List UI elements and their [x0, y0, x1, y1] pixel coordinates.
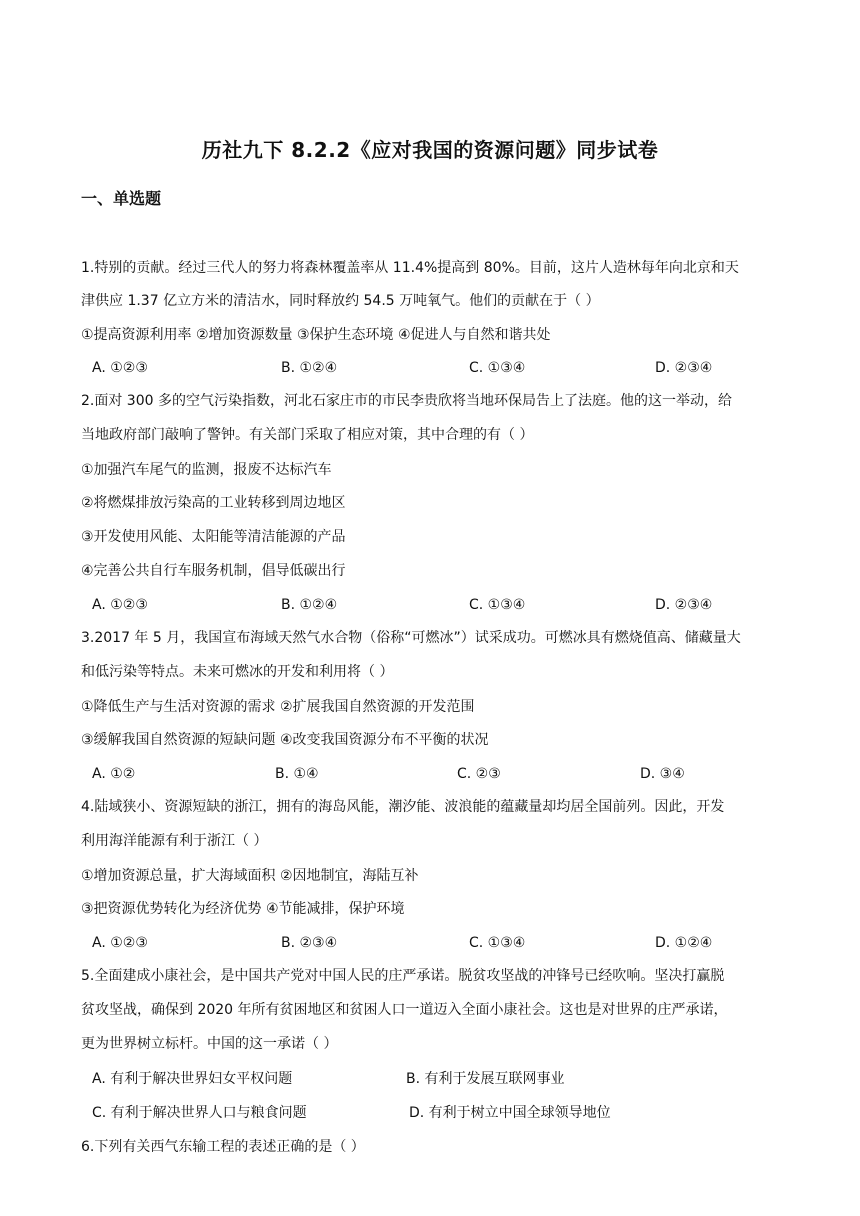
- q2-item-4: ④完善公共自行车服务机制，倡导低碳出行: [81, 563, 346, 579]
- q5-stem-line-3: 更为世界树立标杆。中国的这一承诺（ ）: [81, 1036, 338, 1052]
- q6-stem-line-1: 6.下列有关西气东输工程的表述正确的是（ ）: [81, 1139, 365, 1155]
- q2-item-3: ③开发使用风能、太阳能等清洁能源的产品: [81, 529, 346, 545]
- q1-option-b[interactable]: B. ①②④: [281, 360, 338, 376]
- q1-option-c[interactable]: C. ①③④: [469, 360, 526, 376]
- page-title: 历社九下 8.2.2《应对我国的资源问题》同步试卷: [201, 138, 659, 162]
- q1-stem-line-1: 1.特别的贡献。经过三代人的努力将森林覆盖率从 11.4%提高到 80%。目前，这片人造林每年向北京和天: [81, 260, 739, 276]
- q1-items: ①提高资源利用率 ②增加资源数量 ③保护生态环境 ④促进人与自然和谐共处: [81, 327, 551, 343]
- q2-stem-line-2: 当地政府部门敲响了警钟。有关部门采取了相应对策，其中合理的有（ ）: [81, 427, 534, 443]
- q4-items-line-2: ③把资源优势转化为经济优势 ④节能减排，保护环境: [81, 901, 405, 917]
- q1-option-d[interactable]: D. ②③④: [655, 360, 713, 376]
- q2-option-b[interactable]: B. ①②④: [281, 597, 338, 613]
- q4-items-line-1: ①增加资源总量，扩大海域面积 ②因地制宜，海陆互补: [81, 868, 419, 884]
- q5-option-b[interactable]: B. 有利于发展互联网事业: [406, 1071, 565, 1087]
- q4-option-d[interactable]: D. ①②④: [655, 935, 713, 951]
- q2-item-2: ②将燃煤排放污染高的工业转移到周边地区: [81, 495, 346, 511]
- q4-option-c[interactable]: C. ①③④: [469, 935, 526, 951]
- q1-stem-line-2: 津供应 1.37 亿立方米的清洁水，同时释放约 54.5 万吨氧气。他们的贡献在于（ ）: [81, 293, 600, 309]
- section-heading: 一、单选题: [81, 189, 162, 208]
- q2-stem-line-1: 2.面对 300 多的空气污染指数，河北石家庄市的市民李贵欣将当地环保局告上了法庭。他的这一举动，给: [81, 393, 732, 409]
- q2-option-c[interactable]: C. ①③④: [469, 597, 526, 613]
- q2-option-d[interactable]: D. ②③④: [655, 597, 713, 613]
- q5-stem-line-1: 5.全面建成小康社会，是中国共产党对中国人民的庄严承诺。脱贫攻坚战的冲锋号已经吹响。坚决打赢脱: [81, 968, 725, 984]
- q3-option-b[interactable]: B. ①④: [275, 766, 319, 782]
- q5-option-d[interactable]: D. 有利于树立中国全球领导地位: [409, 1105, 611, 1121]
- q4-stem-line-2: 利用海洋能源有利于浙江（ ）: [81, 833, 268, 849]
- q5-option-a[interactable]: A. 有利于解决世界妇女平权问题: [92, 1071, 293, 1087]
- q3-items-line-2: ③缓解我国自然资源的短缺问题 ④改变我国资源分布不平衡的状况: [81, 732, 489, 748]
- q4-stem-line-1: 4.陆域狭小、资源短缺的浙江，拥有的海岛风能，潮汐能、波浪能的蕴藏量却均居全国前列。因此，开发: [81, 799, 725, 815]
- q4-option-b[interactable]: B. ②③④: [281, 935, 338, 951]
- q3-option-d[interactable]: D. ③④: [640, 766, 685, 782]
- q3-option-a[interactable]: A. ①②: [92, 766, 136, 782]
- q4-option-a[interactable]: A. ①②③: [92, 935, 148, 951]
- q2-item-1: ①加强汽车尾气的监测，报废不达标汽车: [81, 462, 332, 478]
- q1-option-a[interactable]: A. ①②③: [92, 360, 148, 376]
- q3-items-line-1: ①降低生产与生活对资源的需求 ②扩展我国自然资源的开发范围: [81, 699, 475, 715]
- q5-stem-line-2: 贫攻坚战，确保到 2020 年所有贫困地区和贫困人口一道迈入全面小康社会。这也是对世界的庄严承诺，: [81, 1002, 728, 1018]
- q2-option-a[interactable]: A. ①②③: [92, 597, 148, 613]
- q3-option-c[interactable]: C. ②③: [457, 766, 501, 782]
- q3-stem-line-1: 3.2017 年 5 月，我国宣布海域天然气水合物（俗称“可燃冰”）试采成功。可燃冰具有燃烧值高、储藏量大: [81, 630, 741, 646]
- q5-option-c[interactable]: C. 有利于解决世界人口与粮食问题: [92, 1105, 307, 1121]
- q3-stem-line-2: 和低污染等特点。未来可燃冰的开发和利用将（ ）: [81, 664, 394, 680]
